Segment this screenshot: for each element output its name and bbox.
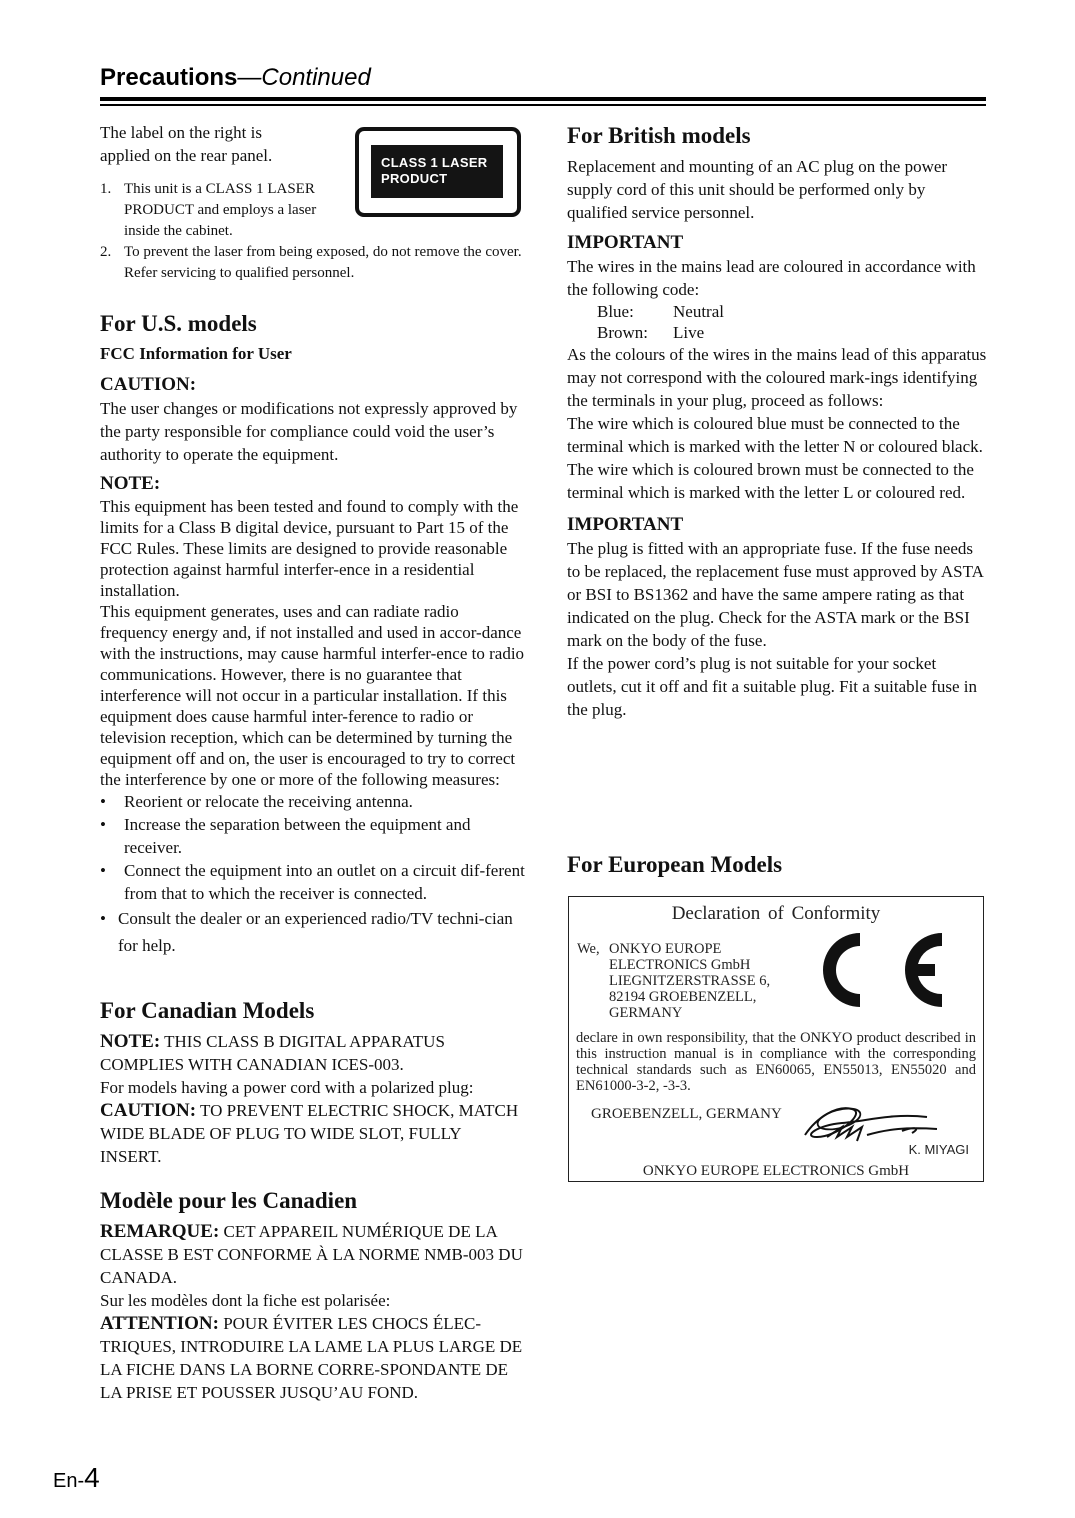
us-measure-item: • Reorient or relocate the receiving antenna. (100, 792, 413, 811)
british-intro: Replacement and mounting of an AC plug on the power supply cord of this unit should be performed only by qualified service personnel. (567, 157, 948, 222)
canada-fr-heading: Modèle pour les Canadien (100, 1188, 358, 1213)
laser-label-line2: PRODUCT (381, 171, 448, 186)
doc-declaration-text: declare in own responsibility, that the ONKYO product described in this instruction manual is in compliance with the corresponding technical standards such as EN60065, EN55013, EN55020 and EN61000-3-2, -3-3. (576, 1030, 976, 1094)
us-measure-item: • Increase the separation between the equipment and receiver. (100, 815, 471, 857)
doc-address (577, 941, 770, 1021)
laser-label-line1: CLASS 1 LASER (381, 155, 488, 170)
canada-fr-polarisee: Sur les modèles dont la fiche est polarisée: (100, 1291, 391, 1310)
canada-fr-attention: ATTENTION: POUR ÉVITER LES CHOCS ÉLEC-TRIQUES, INTRODUIRE LA LAME LA PLUS LARGE DE LA FICHE DANS LA BORNE CORRE-SPONDANTE DE LA PRISE ET POUSSER JUSQU’AU FOND. (100, 1313, 523, 1402)
us-section (100, 309, 525, 959)
doc-address-line: ELECTRONICS GmbH (609, 957, 751, 973)
us-note-label: NOTE: (100, 473, 161, 494)
us-measures-list (100, 790, 525, 959)
british-para3: The wire which is coloured brown must be connected to the terminal which is marked with the letter L or coloured red. (567, 460, 974, 502)
doc-company: ONKYO EUROPE ELECTRONICS GmbH (642, 1163, 910, 1179)
us-caution-label: CAUTION: (100, 374, 197, 395)
doc-we: We, (577, 941, 600, 957)
page-number (53, 1462, 100, 1494)
us-measure-item: • Consult the dealer or an experienced radio/TV techni-cian for help. (100, 909, 513, 955)
wire-row: Brown: Live (597, 323, 705, 342)
header-rule-thick (100, 97, 986, 101)
header-subtitle: —Continued (237, 64, 371, 91)
us-note-text2: This equipment generates, uses and can radiate radio frequency energy and, if not installed and used in accor-dance with the instructions, may cause harmful interfer-ence to radio communications. However, there is no guarantee that interference will not occur in a particular installation. If this equipment does cause harmful inter-ference to radio or television reception, which can be determined by turning the equipment off and on, the user is encouraged to try to correct the interference by one or more of the following measures: (100, 602, 525, 789)
canada-fr-section (100, 1186, 525, 1404)
european-section (567, 850, 987, 880)
british-para2: The wire which is coloured blue must be connected to the terminal which is marked with the letter N or coloured black. (567, 414, 983, 456)
european-heading: For European Models (567, 852, 783, 877)
canada-note: NOTE: THIS CLASS B DIGITAL APPARATUS COMPLIES WITH CANADIAN ICES-003. (100, 1031, 445, 1074)
us-heading: For U.S. models (100, 311, 257, 336)
laser-list (100, 179, 525, 284)
british-important1-label: IMPORTANT (567, 232, 684, 253)
doc-address-line: GERMANY (609, 1005, 683, 1021)
british-important1-text: The wires in the mains lead are coloured in accordance with the following code: (567, 257, 976, 299)
canada-fr-remarque: REMARQUE: CET APPAREIL NUMÉRIQUE DE LA CLASSE B EST CONFORME À LA NORME NMB-003 DU CANADA. (100, 1221, 523, 1287)
british-heading: For British models (567, 123, 751, 148)
british-section (567, 121, 987, 721)
canada-section (100, 996, 525, 1168)
doc-address-line: 82194 GROEBENZELL, (609, 989, 757, 1005)
laser-list-item: 2. To prevent the laser from being exposed, do not remove the cover. Refer servicing to qualified personnel. (100, 244, 522, 281)
wire-row: Blue: Neutral (597, 302, 724, 321)
page-header (100, 62, 371, 94)
canada-caution: CAUTION: TO PREVENT ELECTRIC SHOCK, MATCH WIDE BLADE OF PLUG TO WIDE SLOT, FULLY INSERT. (100, 1100, 519, 1166)
us-measure-item: • Connect the equipment into an outlet on a circuit dif-ferent from that to which the receiver is connected. (100, 861, 525, 903)
doc-title: Declaration of Conformity (671, 903, 881, 924)
ce-mark-icon (817, 927, 947, 1013)
page-number-value: 4 (84, 1462, 100, 1493)
page-number-prefix: En- (53, 1470, 85, 1492)
canada-heading: For Canadian Models (100, 998, 315, 1023)
british-important2-text1: The plug is fitted with an appropriate fuse. If the fuse needs to be replaced, the replacement fuse must approved by ASTA or BSI to BS1362 and have the same ampere rating as that indicated on the plug. Check for the ASTA mark or the BSI mark on the body of the fuse. (567, 539, 983, 650)
doc-signer: K. MIYAGI (908, 1142, 969, 1157)
laser-list-item: 1. This unit is a CLASS 1 LASER PRODUCT and employs a laser inside the cabinet. (100, 181, 317, 239)
canada-polarized: For models having a power cord with a polarized plug: (100, 1078, 474, 1097)
us-note-text1: This equipment has been tested and found to comply with the limits for a Class B digital device, pursuant to Part 15 of the FCC Rules. These limits are designed to provide reasonable protection against harmful interfer-ence in a residential installation. (100, 497, 519, 600)
signature-icon (797, 1097, 957, 1147)
wire-code-table (597, 301, 987, 343)
header-title: Precautions (100, 64, 238, 91)
header-rule-thin (100, 104, 986, 106)
us-subheading: FCC Information for User (100, 344, 292, 363)
laser-section (100, 121, 525, 284)
us-caution-text: The user changes or modifications not expressly approved by the party responsible for compliance could void the user’s authority to operate the equipment. (100, 399, 518, 464)
british-para1: As the colours of the wires in the mains lead of this apparatus may not correspond with the coloured mark-ings identifying the terminals in your plug, proceed as follows: (567, 345, 987, 410)
laser-intro: The label on the right is applied on the rear panel. (100, 123, 273, 165)
doc-place: GROEBENZELL, GERMANY (591, 1106, 782, 1122)
british-important2-label: IMPORTANT (567, 514, 684, 535)
doc-address-line: LIEGNITZERSTRASSE 6, (609, 973, 771, 989)
declaration-of-conformity-box (568, 896, 984, 1182)
british-important2-text2: If the power cord’s plug is not suitable for your socket outlets, cut it off and fit a suitable plug. Fit a suitable fuse in the plug. (567, 654, 977, 719)
doc-address-line: ONKYO EUROPE (609, 941, 722, 957)
